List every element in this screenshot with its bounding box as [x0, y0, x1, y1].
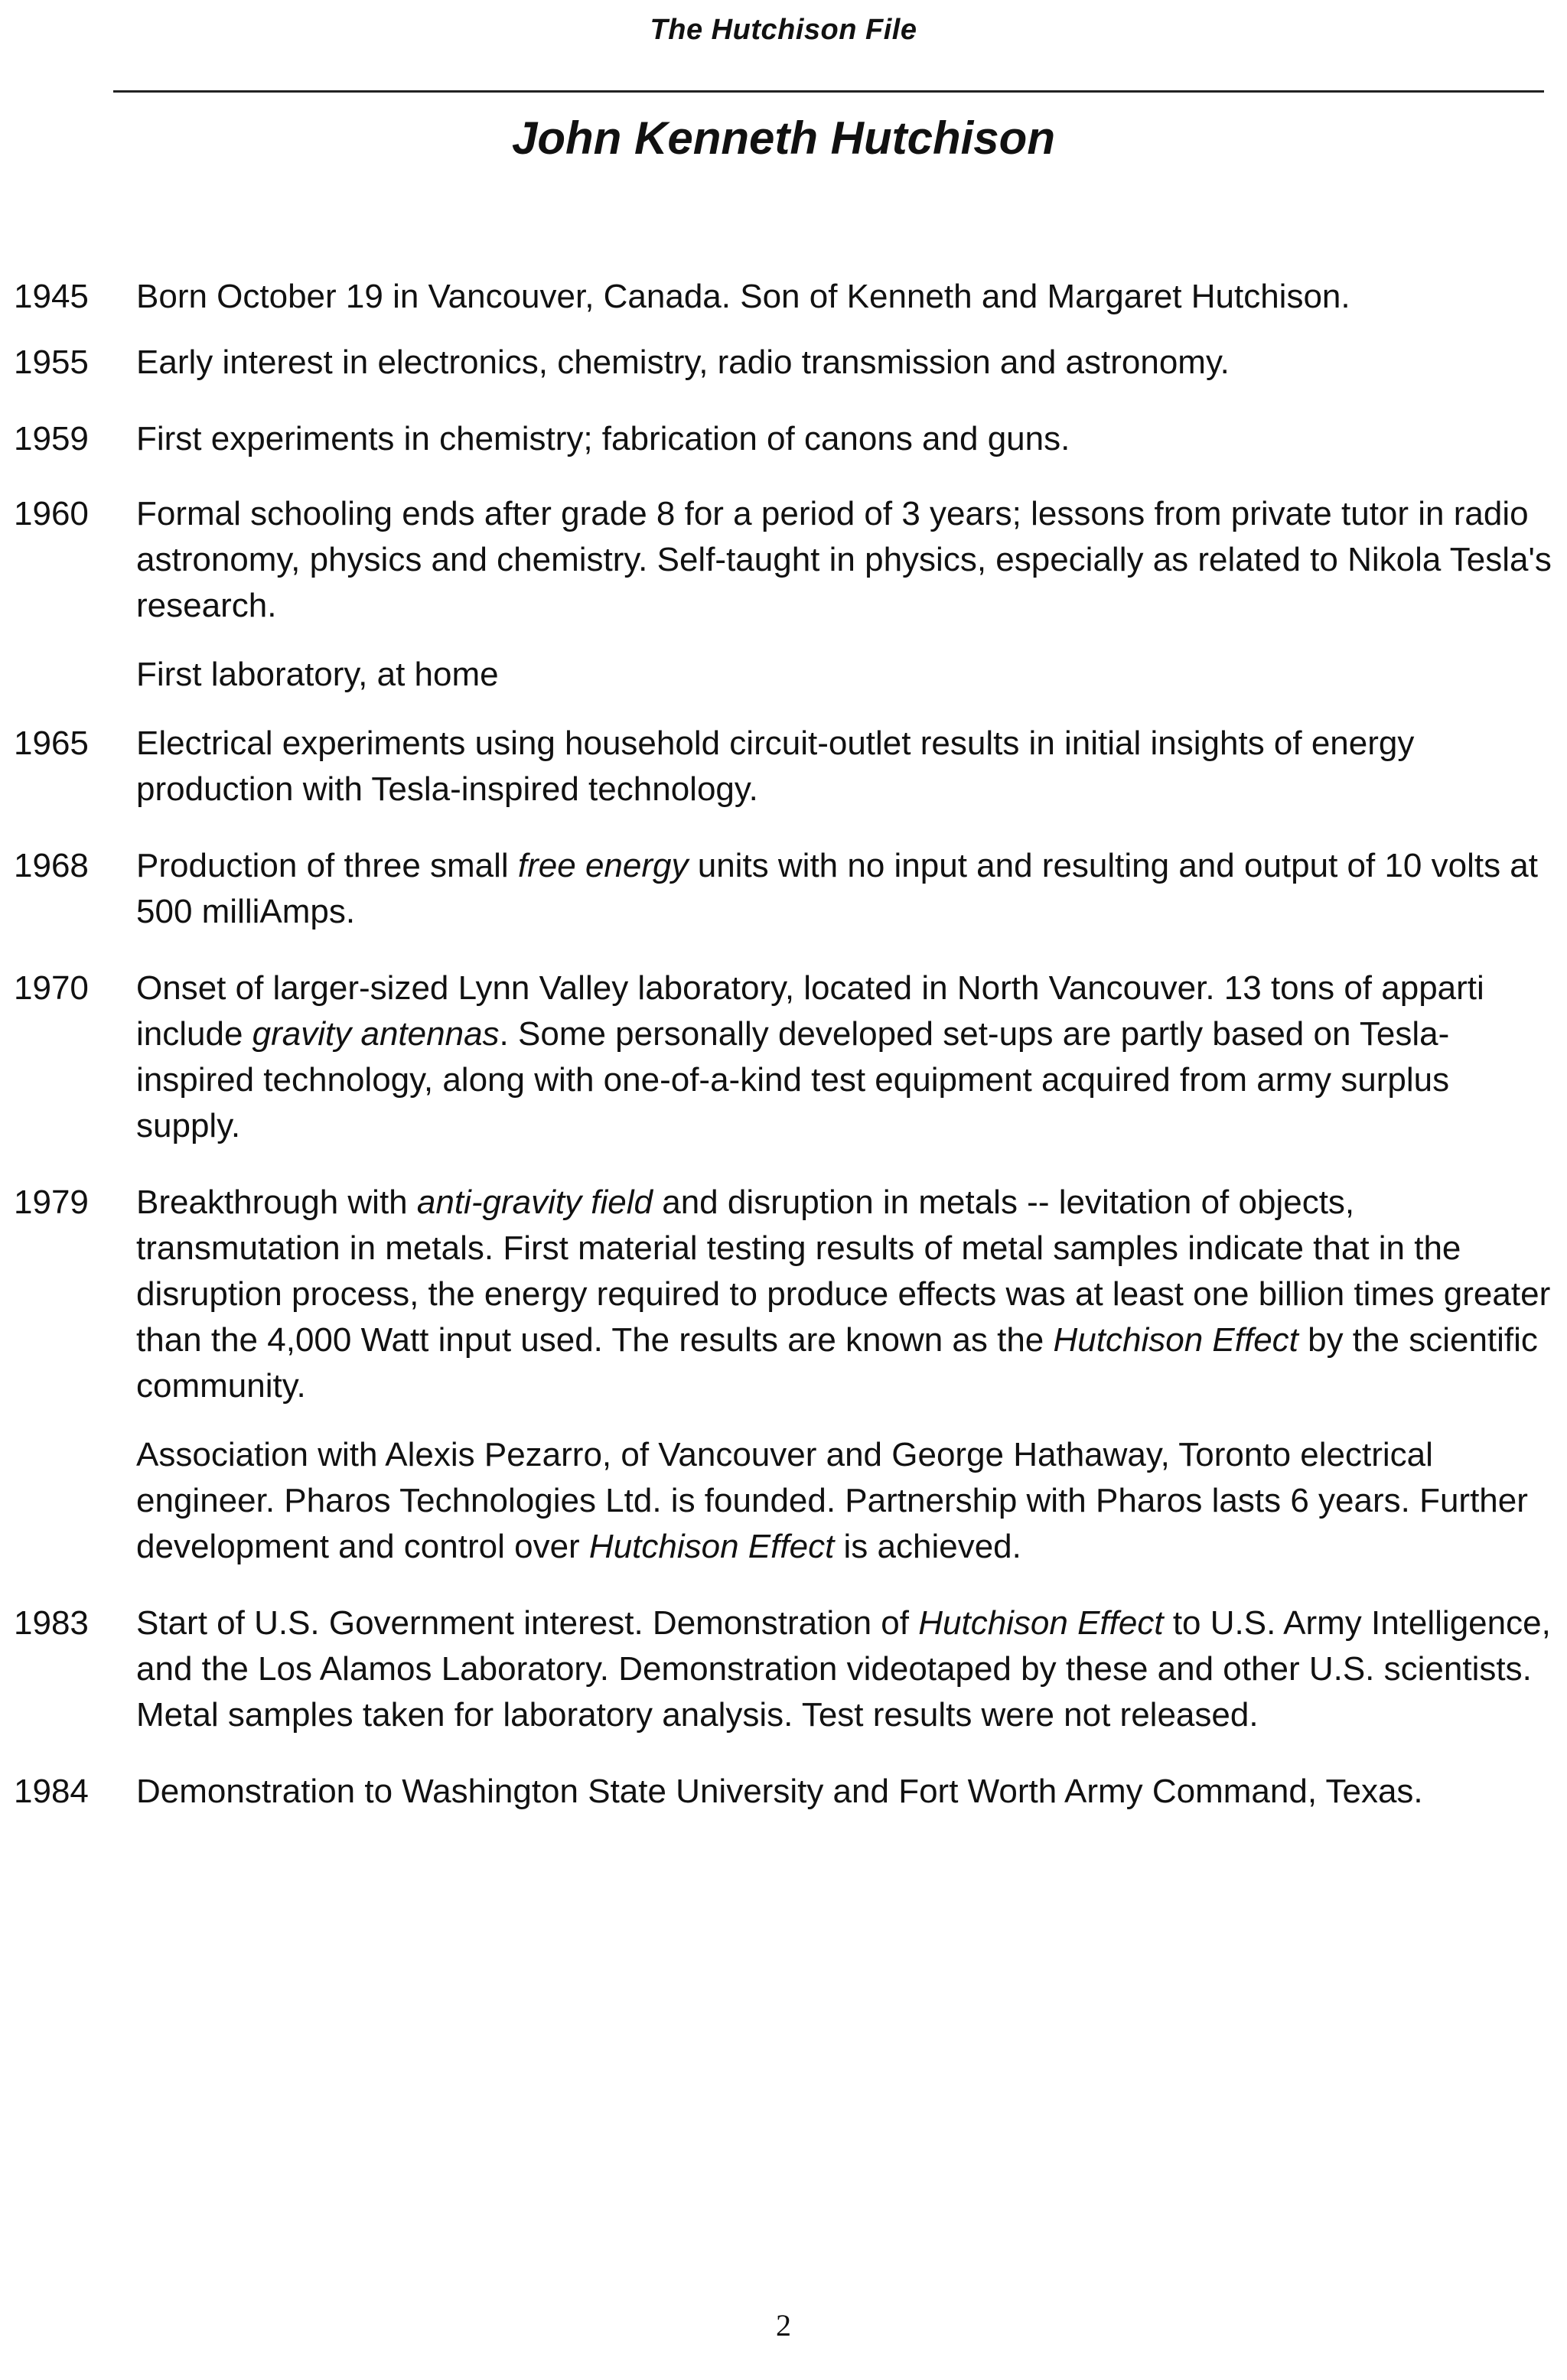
- timeline-entry: [0, 340, 1567, 386]
- entry-text: [136, 1432, 1552, 1570]
- entry-text: [136, 491, 1552, 629]
- timeline-entry: [0, 721, 1567, 812]
- page-number: 2: [776, 2308, 791, 2343]
- entry-year: 1970: [14, 969, 89, 1007]
- header-rule: [113, 90, 1544, 93]
- text-run: and disruption in metals -- levitation of objects, transmutation in metals. First material testing results of metal samples indicate that in the disruption process, the energy required to produce effects was at least one billion times greater than the 4,000 Watt input used. The results are known as the: [136, 1183, 1551, 1359]
- text-run: Born October 19 in Vancouver, Canada. Son of Kenneth and Margaret Hutchison.: [136, 278, 1350, 315]
- text-run: Breakthrough with: [136, 1183, 417, 1221]
- timeline-entry: [0, 1180, 1567, 1570]
- entry-year: 1959: [14, 420, 89, 457]
- text-run: Start of U.S. Government interest. Demonstration of: [136, 1604, 919, 1642]
- timeline-entry: [0, 965, 1567, 1149]
- entry-text: [136, 1180, 1552, 1409]
- timeline-entry: [0, 416, 1567, 462]
- text-run: Demonstration to Washington State University and Fort Worth Army Command, Texas.: [136, 1773, 1423, 1810]
- entry-year: 1968: [14, 847, 89, 884]
- timeline-entry: [0, 1600, 1567, 1738]
- text-run: First experiments in chemistry; fabrication of canons and guns.: [136, 420, 1070, 457]
- text-run: . Some personally developed set-ups are partly based on Tesla-inspired technology, along with one-of-a-kind test equipment acquired from army surplus supply.: [136, 1015, 1450, 1144]
- running-head: The Hutchison File: [650, 14, 917, 46]
- text-run: Formal schooling ends after grade 8 for a period of 3 years; lessons from private tutor in radio astronomy, physics and chemistry. Self-taught in physics, especially as related to Nikola Tesla's research.: [136, 495, 1552, 624]
- text-run: is achieved.: [834, 1528, 1021, 1565]
- entry-text: [136, 1600, 1552, 1738]
- entry-year: 1955: [14, 343, 89, 381]
- entry-text: [136, 274, 1552, 320]
- entry-text: [136, 965, 1552, 1149]
- entry-text: [136, 721, 1552, 812]
- timeline-entry: [0, 843, 1567, 935]
- text-run: Early interest in electronics, chemistry, radio transmission and astronomy.: [136, 343, 1230, 381]
- entry-text: [136, 416, 1552, 462]
- text-run: units with no input and resulting and output of 10 volts at 500 milliAmps.: [136, 847, 1539, 930]
- italic-term: free energy: [517, 847, 689, 884]
- entry-year: 1983: [14, 1604, 89, 1642]
- text-run: to U.S. Army Intelligence, and the Los Alamos Laboratory. Demonstration videotaped by these and other U.S. scientists. Metal samples taken for laboratory analysis. Test results were not released.: [136, 1604, 1551, 1734]
- text-run: Association with Alexis Pezarro, of Vancouver and George Hathaway, Toronto electrical engineer. Pharos Technologies Ltd. is founded. Partnership with Pharos lasts 6 years. Further development and control over: [136, 1436, 1528, 1565]
- timeline: [0, 274, 1567, 1815]
- text-run: Onset of larger-sized Lynn Valley laboratory, located in North Vancouver. 13 tons of apparti include: [136, 969, 1484, 1053]
- italic-term: Hutchison Effect: [588, 1528, 835, 1565]
- entry-year: 1945: [14, 278, 89, 315]
- italic-term: anti-gravity field: [416, 1183, 653, 1221]
- timeline-entry: [0, 491, 1567, 698]
- entry-year: 1979: [14, 1183, 89, 1221]
- text-run: Production of three small: [136, 847, 518, 884]
- text-run: by the scientific community.: [136, 1321, 1538, 1405]
- italic-term: Hutchison Effect: [1053, 1321, 1298, 1359]
- entry-text: [136, 1769, 1552, 1815]
- entry-text: [136, 652, 1552, 698]
- text-run: First laboratory, at home: [136, 656, 499, 693]
- timeline-entry: [0, 274, 1567, 320]
- page-title: John Kenneth Hutchison: [512, 112, 1055, 164]
- timeline-entry: [0, 1769, 1567, 1815]
- entry-year: 1965: [14, 724, 89, 762]
- entry-year: 1960: [14, 495, 89, 532]
- entry-text: [136, 843, 1552, 935]
- entry-year: 1984: [14, 1773, 89, 1810]
- italic-term: Hutchison Effect: [918, 1604, 1164, 1642]
- text-run: Electrical experiments using household circuit-outlet results in initial insights of energy production with Tesla-inspired technology.: [136, 724, 1415, 808]
- entry-text: [136, 340, 1552, 386]
- italic-term: gravity antennas: [252, 1015, 500, 1053]
